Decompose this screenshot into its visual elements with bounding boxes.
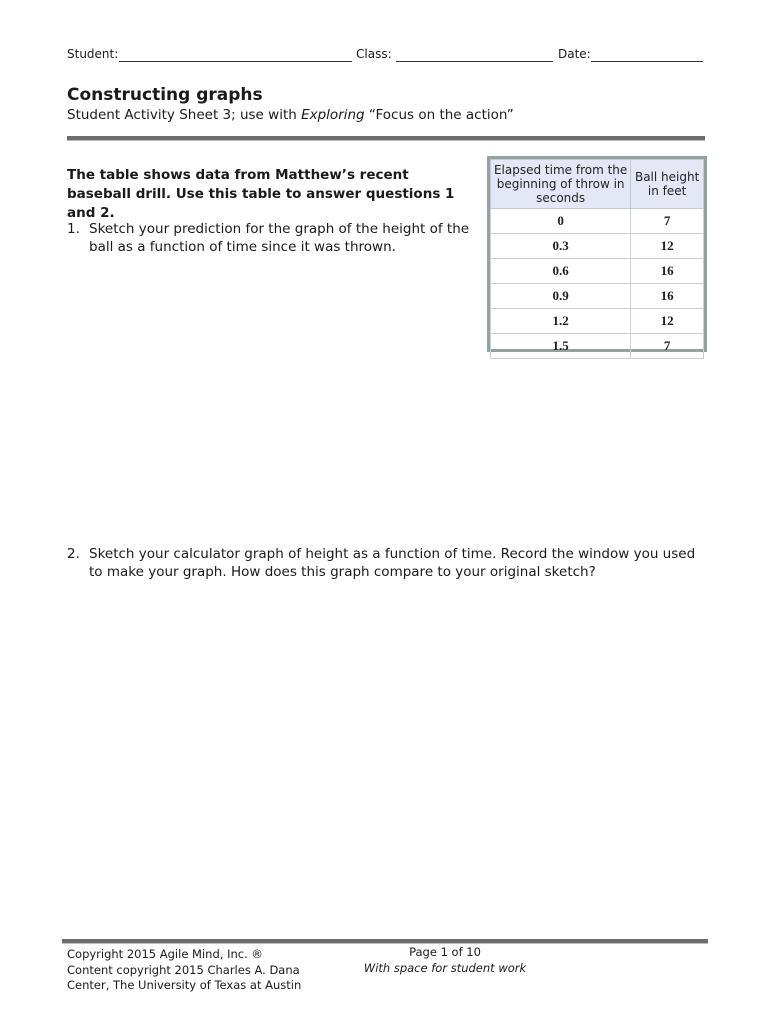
table-row [491, 284, 704, 309]
class-blank[interactable] [396, 61, 553, 62]
question-1-number: 1. [67, 221, 80, 237]
data-table-frame [487, 156, 707, 352]
table-cell: 16 [631, 259, 704, 284]
table-cell: 1.5 [491, 334, 631, 359]
footer-page-info [340, 945, 550, 976]
table-cell: 12 [631, 234, 704, 259]
footer-copyright [67, 947, 327, 994]
subtitle-suffix: “Focus on the action” [364, 107, 514, 123]
page-number: Page 1 of 10 [409, 945, 481, 959]
table-cell: 0.9 [491, 284, 631, 309]
table-row [491, 259, 704, 284]
copyright-line: Copyright 2015 Agile Mind, Inc. ® [67, 947, 263, 961]
student-label: Student: [67, 47, 119, 61]
table-cell: 12 [631, 309, 704, 334]
page-title: Constructing graphs [67, 85, 263, 105]
question-1-text: Sketch your prediction for the graph of the height of the ball as a function of time since it was thrown. [89, 221, 470, 255]
date-blank[interactable] [591, 61, 703, 62]
data-table [490, 159, 704, 359]
copyright-line: Center, The University of Texas at Austin [67, 978, 302, 992]
table-cell: 1.2 [491, 309, 631, 334]
copyright-line: Content copyright 2015 Charles A. Dana [67, 962, 300, 977]
footer-divider [62, 939, 708, 944]
class-label: Class: [356, 47, 392, 61]
table-cell: 16 [631, 284, 704, 309]
table-cell: 0.6 [491, 259, 631, 284]
footer-note: With space for student work [363, 960, 527, 975]
table-row [491, 309, 704, 334]
intro-text: The table shows data from Matthew’s recent baseball drill. Use this table to answer questions 1 and 2. [67, 167, 455, 221]
table-cell: 0.3 [491, 234, 631, 259]
header-divider [67, 136, 705, 141]
question-2-text: Sketch your calculator graph of height as a function of time. Record the window you used to make your graph. How does this graph compare to your original sketch? [89, 546, 696, 580]
table-row [491, 209, 704, 234]
table-row [491, 334, 704, 359]
table-cell: 7 [631, 334, 704, 359]
header-fields [67, 47, 703, 65]
table-cell: 0 [491, 209, 631, 234]
table-header-height: Ball height in feet [631, 160, 704, 209]
table-header-time: Elapsed time from the beginning of throw in seconds [491, 160, 631, 209]
subtitle-emphasis: Exploring [301, 107, 365, 123]
student-name-blank[interactable] [119, 61, 352, 62]
subtitle-prefix: Student Activity Sheet 3; use with [67, 107, 302, 123]
table-row [491, 234, 704, 259]
date-label: Date: [558, 47, 591, 61]
table-cell: 7 [631, 209, 704, 234]
page-subtitle [67, 107, 514, 123]
question-2-number: 2. [67, 546, 80, 562]
table-header-row [491, 160, 704, 209]
